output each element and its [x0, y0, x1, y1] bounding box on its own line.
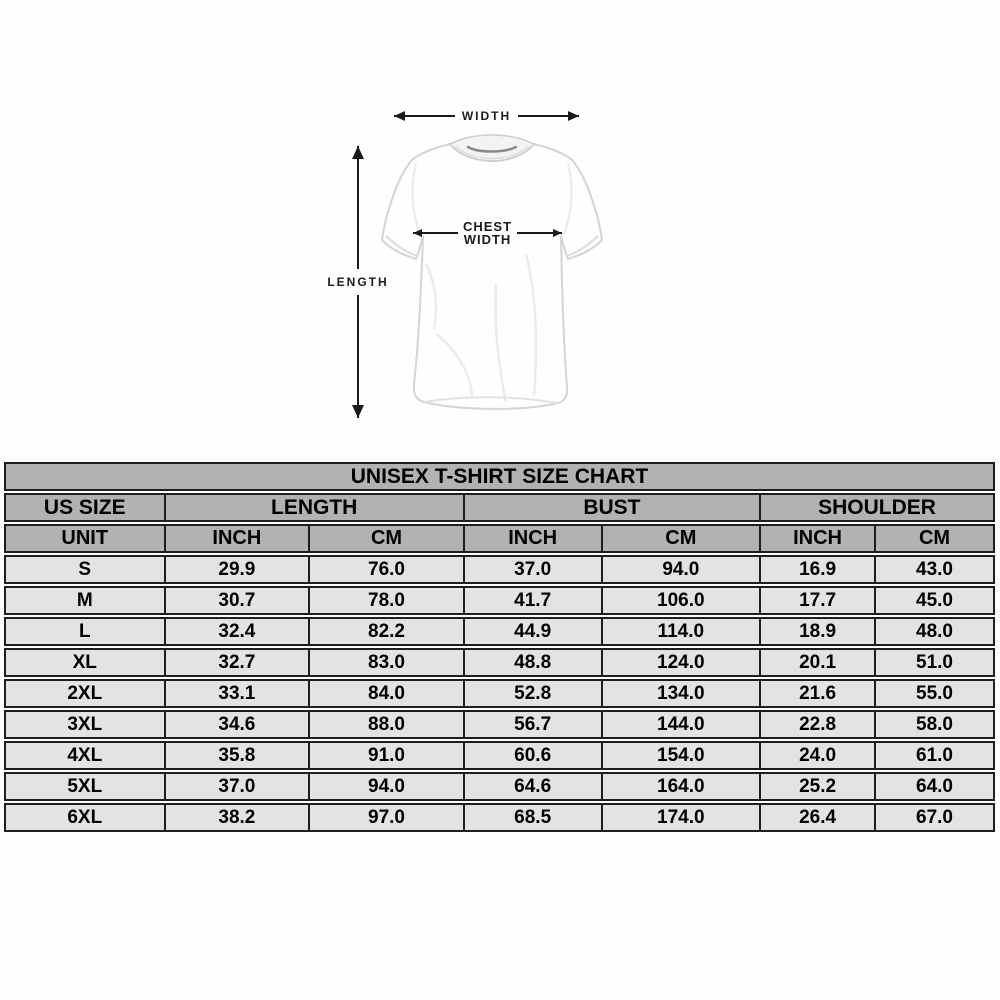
value-cell: 114.0 [603, 617, 762, 646]
size-cell: L [4, 617, 166, 646]
value-cell: 174.0 [603, 803, 762, 832]
value-cell: 134.0 [603, 679, 762, 708]
unit-header: CM [310, 524, 465, 553]
arrowhead-left-icon [413, 232, 458, 234]
unit-header-row [4, 524, 995, 553]
chest-label-line2: WIDTH [463, 232, 512, 247]
value-cell: 55.0 [876, 679, 995, 708]
value-cell: 21.6 [761, 679, 876, 708]
length-arrow [329, 146, 387, 418]
unit-header: INCH [761, 524, 876, 553]
value-cell: 97.0 [310, 803, 465, 832]
value-cell: 33.1 [166, 679, 311, 708]
size-cell: XL [4, 648, 166, 677]
value-cell: 144.0 [603, 710, 762, 739]
value-cell: 154.0 [603, 741, 762, 770]
value-cell: 16.9 [761, 555, 876, 584]
unit-header: CM [603, 524, 762, 553]
size-cell: 4XL [4, 741, 166, 770]
group-header-us-size: US SIZE [4, 493, 166, 522]
table-row [4, 586, 995, 615]
chest-width-label [463, 220, 512, 246]
value-cell: 58.0 [876, 710, 995, 739]
value-cell: 106.0 [603, 586, 762, 615]
group-header-row [4, 493, 995, 522]
arrowhead-down-icon [357, 295, 359, 418]
length-label: LENGTH [327, 275, 389, 289]
title-row [4, 462, 995, 491]
value-cell: 44.9 [465, 617, 603, 646]
chest-label-line1: CHEST [462, 219, 513, 234]
value-cell: 35.8 [166, 741, 311, 770]
arrowhead-up-icon [357, 146, 359, 269]
value-cell: 32.7 [166, 648, 311, 677]
table-row [4, 555, 995, 584]
value-cell: 32.4 [166, 617, 311, 646]
size-table-body [4, 555, 995, 832]
value-cell: 94.0 [310, 772, 465, 801]
width-label: WIDTH [461, 109, 512, 123]
value-cell: 91.0 [310, 741, 465, 770]
size-cell: 3XL [4, 710, 166, 739]
value-cell: 56.7 [465, 710, 603, 739]
value-cell: 18.9 [761, 617, 876, 646]
value-cell: 20.1 [761, 648, 876, 677]
value-cell: 82.2 [310, 617, 465, 646]
table-row [4, 710, 995, 739]
value-cell: 38.2 [166, 803, 311, 832]
value-cell: 41.7 [465, 586, 603, 615]
value-cell: 78.0 [310, 586, 465, 615]
value-cell: 43.0 [876, 555, 995, 584]
value-cell: 34.6 [166, 710, 311, 739]
tshirt-body [382, 144, 602, 409]
value-cell: 30.7 [166, 586, 311, 615]
value-cell: 124.0 [603, 648, 762, 677]
chest-width-arrow [413, 218, 562, 248]
value-cell: 25.2 [761, 772, 876, 801]
table-row [4, 772, 995, 801]
table-row [4, 803, 995, 832]
arrowhead-right-icon [518, 115, 579, 117]
value-cell: 67.0 [876, 803, 995, 832]
tshirt-illustration [376, 134, 608, 419]
value-cell: 61.0 [876, 741, 995, 770]
value-cell: 60.6 [465, 741, 603, 770]
value-cell: 83.0 [310, 648, 465, 677]
unit-header: CM [876, 524, 995, 553]
group-header-length: LENGTH [166, 493, 465, 522]
value-cell: 45.0 [876, 586, 995, 615]
size-cell: 6XL [4, 803, 166, 832]
table-row [4, 741, 995, 770]
group-header-shoulder: SHOULDER [761, 493, 995, 522]
value-cell: 22.8 [761, 710, 876, 739]
value-cell: 26.4 [761, 803, 876, 832]
size-chart-table [4, 460, 995, 834]
value-cell: 37.0 [465, 555, 603, 584]
width-arrow [394, 109, 579, 123]
value-cell: 88.0 [310, 710, 465, 739]
value-cell: 29.9 [166, 555, 311, 584]
value-cell: 64.0 [876, 772, 995, 801]
value-cell: 76.0 [310, 555, 465, 584]
value-cell: 68.5 [465, 803, 603, 832]
value-cell: 94.0 [603, 555, 762, 584]
value-cell: 84.0 [310, 679, 465, 708]
table-row [4, 617, 995, 646]
value-cell: 24.0 [761, 741, 876, 770]
size-cell: M [4, 586, 166, 615]
size-cell: S [4, 555, 166, 584]
value-cell: 64.6 [465, 772, 603, 801]
value-cell: 48.8 [465, 648, 603, 677]
unit-header: UNIT [4, 524, 166, 553]
value-cell: 164.0 [603, 772, 762, 801]
value-cell: 51.0 [876, 648, 995, 677]
table-row [4, 648, 995, 677]
arrowhead-left-icon [394, 115, 455, 117]
value-cell: 52.8 [465, 679, 603, 708]
unit-header: INCH [465, 524, 603, 553]
value-cell: 17.7 [761, 586, 876, 615]
size-cell: 2XL [4, 679, 166, 708]
table-title: UNISEX T-SHIRT SIZE CHART [4, 462, 995, 491]
table-header [4, 462, 995, 553]
group-header-bust: BUST [465, 493, 761, 522]
size-cell: 5XL [4, 772, 166, 801]
value-cell: 37.0 [166, 772, 311, 801]
value-cell: 48.0 [876, 617, 995, 646]
arrowhead-right-icon [517, 232, 562, 234]
unit-header: INCH [166, 524, 311, 553]
table-row [4, 679, 995, 708]
tshirt-measurement-diagram [0, 0, 1000, 460]
